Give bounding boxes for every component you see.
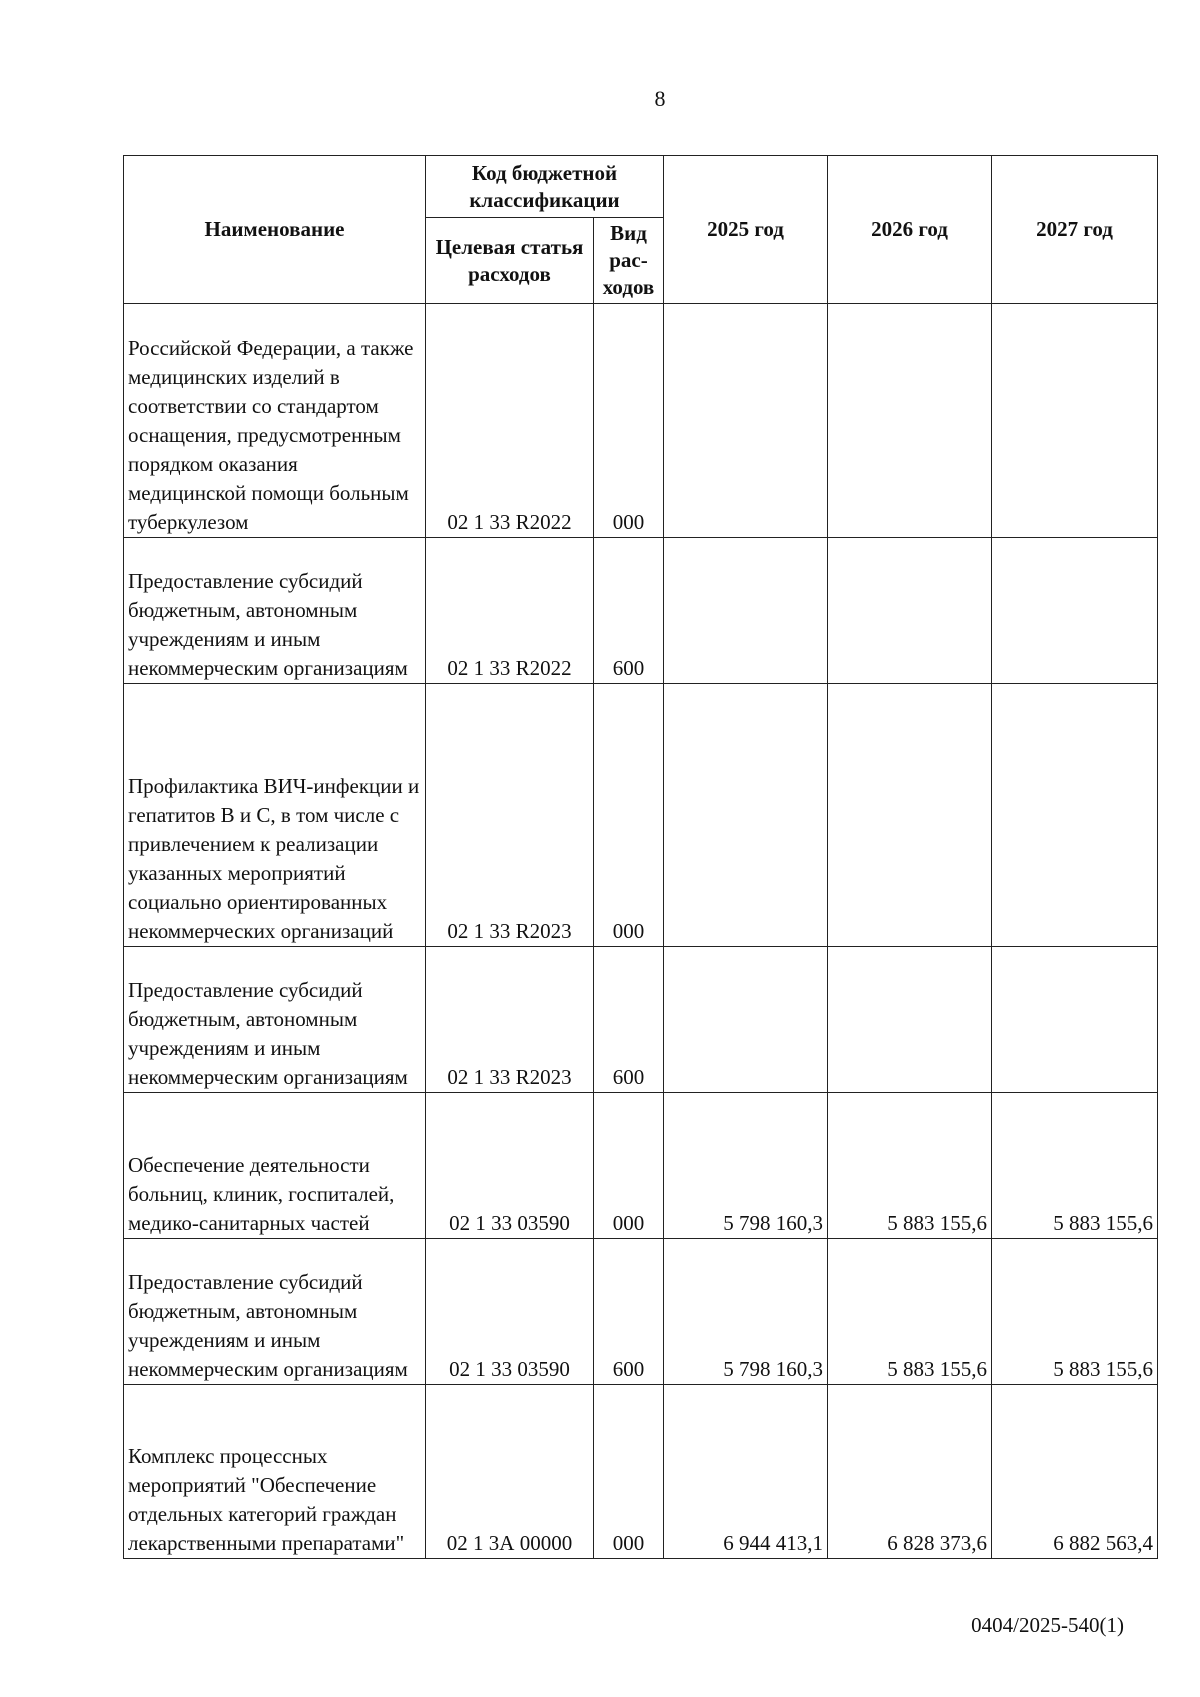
cell-2026 — [828, 947, 992, 1093]
cell-target-article: 02 1 3А 00000 — [426, 1385, 594, 1559]
cell-2027: 5 883 155,6 — [992, 1093, 1158, 1239]
cell-target-article: 02 1 33 R2022 — [426, 538, 594, 684]
cell-2025 — [664, 304, 828, 538]
cell-2026: 5 883 155,6 — [828, 1093, 992, 1239]
cell-2025 — [664, 684, 828, 947]
page-number: 8 — [654, 86, 666, 111]
cell-name: Предоставление субсидий бюджетным, автономным учреждениям и иным некоммерческим организациям — [124, 538, 426, 684]
cell-2026 — [828, 538, 992, 684]
cell-name: Предоставление субсидий бюджетным, автономным учреждениям и иным некоммерческим организациям — [124, 947, 426, 1093]
cell-target-article: 02 1 33 R2023 — [426, 947, 594, 1093]
cell-2026: 6 828 373,6 — [828, 1385, 992, 1559]
cell-expense-type: 600 — [594, 947, 664, 1093]
table-row — [124, 947, 1158, 1093]
cell-2027 — [992, 304, 1158, 538]
header-expense-type: Вид рас-ходов — [594, 218, 664, 304]
cell-target-article: 02 1 33 03590 — [426, 1239, 594, 1385]
cell-expense-type: 000 — [594, 1385, 664, 1559]
cell-2027: 6 882 563,4 — [992, 1385, 1158, 1559]
cell-target-article: 02 1 33 R2022 — [426, 304, 594, 538]
document-code: 0404/2025-540(1) — [971, 1613, 1124, 1637]
cell-name: Российской Федерации, а также медицинских изделий в соответствии со стандартом оснащения, предусмотренным порядком оказания медицинской помощи больным туберкулезом — [124, 304, 426, 538]
cell-2025: 5 798 160,3 — [664, 1239, 828, 1385]
header-2026: 2026 год — [828, 156, 992, 304]
cell-2027: 5 883 155,6 — [992, 1239, 1158, 1385]
cell-name: Обеспечение деятельности больниц, клиник, госпиталей, медико-санитарных частей — [124, 1093, 426, 1239]
cell-2025: 6 944 413,1 — [664, 1385, 828, 1559]
cell-name: Комплекс процессных мероприятий "Обеспечение отдельных категорий граждан лекарственными препаратами" — [124, 1385, 426, 1559]
header-budget-code: Код бюджетной классификации — [426, 156, 664, 218]
cell-2025 — [664, 947, 828, 1093]
cell-name: Предоставление субсидий бюджетным, автономным учреждениям и иным некоммерческим организациям — [124, 1239, 426, 1385]
cell-expense-type: 600 — [594, 1239, 664, 1385]
table-row — [124, 304, 1158, 538]
cell-target-article: 02 1 33 R2023 — [426, 684, 594, 947]
cell-2027 — [992, 538, 1158, 684]
cell-expense-type: 000 — [594, 304, 664, 538]
header-name: Наименование — [124, 156, 426, 304]
cell-2025: 5 798 160,3 — [664, 1093, 828, 1239]
cell-2027 — [992, 947, 1158, 1093]
header-2025: 2025 год — [664, 156, 828, 304]
cell-2027 — [992, 684, 1158, 947]
table-row — [124, 1093, 1158, 1239]
cell-2026 — [828, 304, 992, 538]
cell-2026: 5 883 155,6 — [828, 1239, 992, 1385]
cell-expense-type: 000 — [594, 1093, 664, 1239]
table-row — [124, 684, 1158, 947]
table-row — [124, 1239, 1158, 1385]
header-2027: 2027 год — [992, 156, 1158, 304]
header-target-article: Целевая статья расходов — [426, 218, 594, 304]
cell-2026 — [828, 684, 992, 947]
table-row — [124, 1385, 1158, 1559]
cell-expense-type: 000 — [594, 684, 664, 947]
budget-table — [123, 155, 1158, 1559]
cell-2025 — [664, 538, 828, 684]
cell-target-article: 02 1 33 03590 — [426, 1093, 594, 1239]
table-row — [124, 538, 1158, 684]
cell-expense-type: 600 — [594, 538, 664, 684]
cell-name: Профилактика ВИЧ-инфекции и гепатитов В и С, в том числе с привлечением к реализации указанных мероприятий социально ориентированных некоммерческих организаций — [124, 684, 426, 947]
